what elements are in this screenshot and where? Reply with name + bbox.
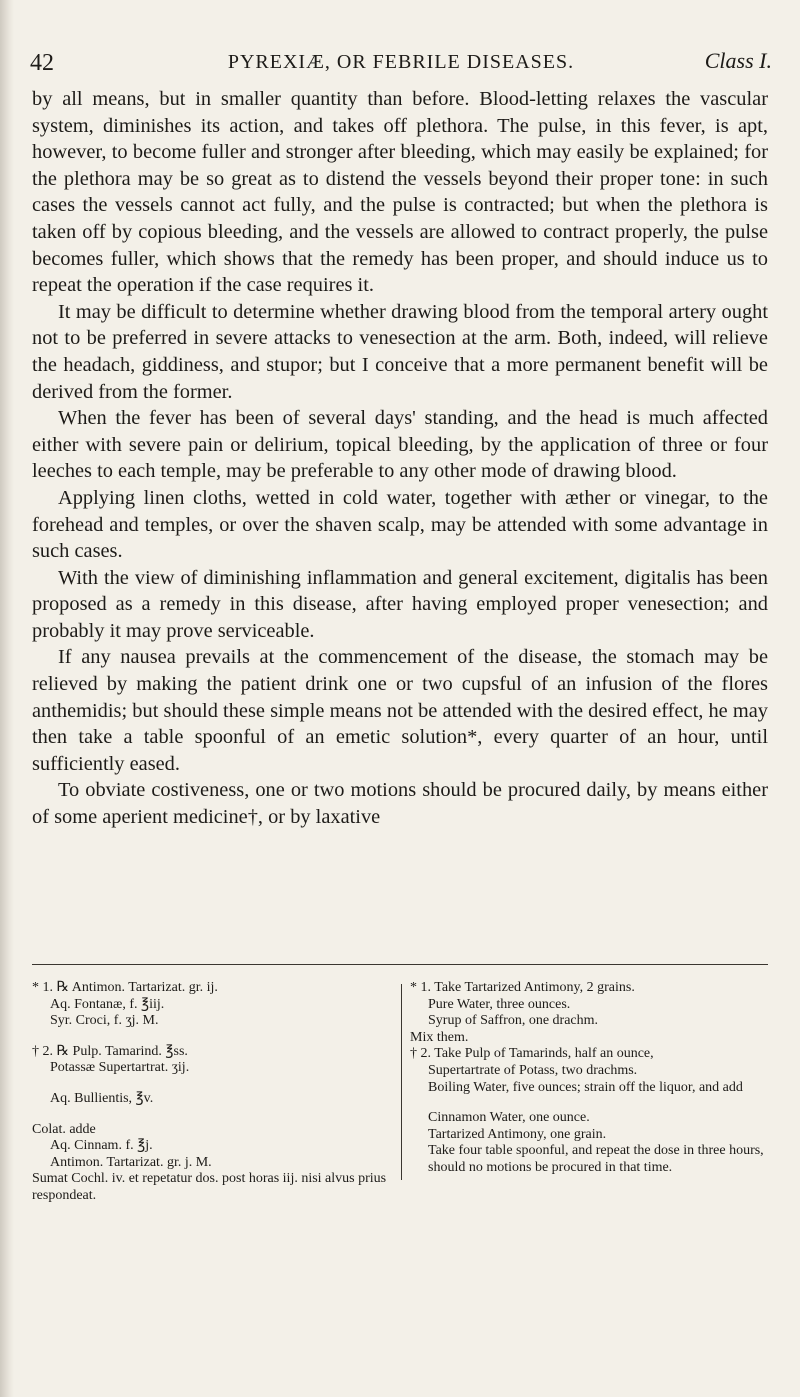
paragraph: To obviate costiveness, one or two motions should be procured daily, by means either of some aperient medicine†, or by laxative — [32, 779, 768, 829]
footnote-line: Take four table spoonful, and repeat the dose in three hours, should no motions be procured in that time. — [428, 1143, 764, 1175]
page-spine-shadow — [0, 0, 14, 1397]
footnote-line: Potassæ Supertartrat. ʒij. — [50, 1060, 190, 1076]
footnote-line: † 2. Take Pulp of Tamarinds, half an ounce, — [410, 1046, 654, 1062]
footnote-line: Sumat Cochl. iv. et repetatur dos. post horas iij. nisi alvus prius respondeat. — [32, 1171, 387, 1203]
main-text — [32, 86, 768, 831]
footnote-line: Colat. adde — [32, 1121, 96, 1137]
footnote-line: Aq. Bullientis, ℥v. — [50, 1090, 154, 1106]
footnote-line: Syrup of Saffron, one drachm. — [428, 1013, 599, 1029]
footnotes-latin — [32, 980, 392, 1205]
footnote-line: Aq. Fontanæ, f. ℥iij. — [50, 996, 165, 1012]
footnote-line: Cinnamon Water, one ounce. — [428, 1110, 590, 1126]
footnote-line: Antimon. Tartarizat. gr. j. M. — [50, 1154, 212, 1170]
footnotes — [32, 980, 768, 1203]
footnote-column-divider — [401, 984, 402, 1180]
footnote-line: Mix them. — [410, 1029, 469, 1045]
paragraph: Applying linen cloths, wetted in cold water, together with æther or vinegar, to the forehead and temples, or over the shaven scalp, may be attended with some advantage in such cases. — [32, 486, 768, 563]
footnote-rule — [32, 964, 768, 965]
footnote-line: Pure Water, three ounces. — [428, 996, 571, 1012]
paragraph: With the view of diminishing inflammation and general excitement, digitalis has been proposed as a remedy in this disease, after having employed proper venesection; and probably it may prove serviceable. — [32, 566, 768, 642]
footnote-line: Tartarized Antimony, one grain. — [428, 1126, 607, 1142]
paragraph: It may be difficult to determine whether drawing blood from the temporal artery ought not to be preferred in severe attacks to venesection at the arm. Both, indeed, will relieve the headach, giddiness, and stupor; but I conceive that a more permanent benefit will be derived from the former. — [32, 300, 768, 403]
paragraph: by all means, but in smaller quantity than before. Blood-letting relaxes the vascular system, diminishes its action, and takes off plethora. The pulse, in this fever, is apt, however, to become fuller and stronger after bleeding, which may easily be explained; for the plethora may be so great as to distend the vessels beyond their proper tone: in such cases the vessels cannot act fully, and the pulse is contracted; but when the plethora is taken off by copious bleeding, and the vessels are allowed to contract properly, the pulse becomes fuller, which shows that the remedy has been proper, and should induce us to repeat the operation if the case requires it. — [32, 88, 768, 297]
footnote-line: Supertartrate of Potass, two drachms. — [428, 1062, 638, 1078]
paragraph: When the fever has been of several days' standing, and the head is much affected either with severe pain or delirium, topical bleeding, by the application of three or four leeches to each temple, may be preferable to any other mode of drawing blood. — [32, 407, 768, 483]
footnote-line: Boiling Water, five ounces; strain off the liquor, and add — [428, 1079, 743, 1095]
footnote-line: * 1. Take Tartarized Antimony, 2 grains. — [410, 980, 635, 995]
footnote-line: Syr. Croci, f. ʒj. M. — [50, 1013, 159, 1029]
paragraph: If any nausea prevails at the commencement of the disease, the stomach may be relieved by making the patient drink one or two cupsful of an infusion of the flores anthemidis; but should these simple means not be attended with the desired effect, he may then take a table spoonful of an emetic solution*, every quarter of an hour, until sufficiently eased. — [32, 646, 768, 775]
class-label: Class I. — [704, 48, 772, 73]
footnotes-english — [410, 980, 768, 1177]
footnote-line: * 1. ℞ Antimon. Tartarizat. gr. ij. — [32, 980, 218, 995]
footnote-line: † 2. ℞ Pulp. Tamarind. ℥ss. — [32, 1043, 188, 1059]
running-header — [30, 48, 772, 78]
page-number: 42 — [30, 50, 54, 76]
footnote-line: Aq. Cinnam. f. ℥j. — [50, 1138, 153, 1154]
running-title: PYREXIÆ, OR FEBRILE DISEASES. — [227, 51, 575, 73]
